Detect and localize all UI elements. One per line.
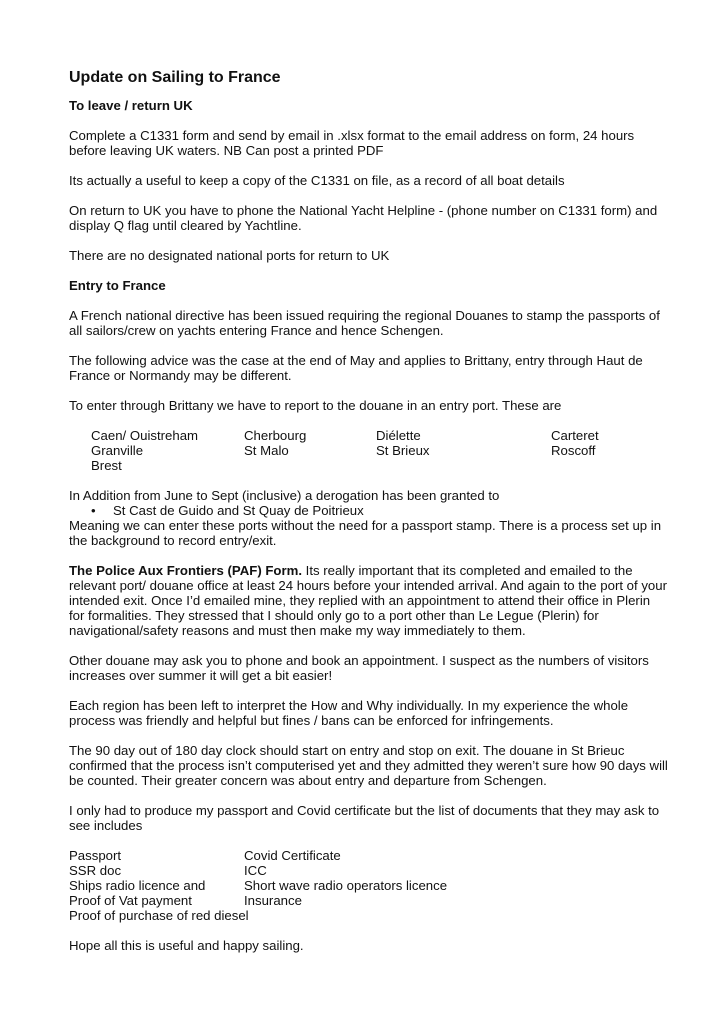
document-title: Update on Sailing to France [69,69,281,86]
uk-heading: To leave / return UK [69,98,193,113]
france-paragraph-advice: The following advice was the case at the end of May and applies to Brittany, entry through Haut de France or Normandy may be different. [69,353,643,383]
paf-paragraph [69,563,669,638]
entry-ports-list [91,428,669,473]
paf-text: Its really important that its completed and emailed to the relevant port/ douane office at least 24 hours before your intended arrival. And again to the port of your intended exit. Once I’d emailed mine, they replied with an appointment to attend their office in Plerin for formalities. They stressed that I should only go to a port other than Le Legue (Plerin) for navigational/safety reasons and must then make my way immediately to them. [69,563,667,638]
port-item: Carteret [551,428,599,443]
france-paragraph-entry: To enter through Brittany we have to report to the douane in an entry port. These are [69,398,562,413]
france-paragraph-directive: A French national directive has been issued requiring the regional Douanes to stamp the passports of all sailors/crew on yachts entering France and hence Schengen. [69,308,660,338]
france-heading: Entry to France [69,278,166,293]
port-item: St Malo [244,443,289,458]
derogation-bullet [91,503,669,518]
france-paragraph-appointment: Other douane may ask you to phone and book an appointment. I suspect as the numbers of visitors increases over summer it will get a bit easier! [69,653,649,683]
document-item: SSR doc [69,863,122,878]
port-item: Caen/ Ouistreham [91,428,199,443]
uk-paragraph-return: On return to UK you have to phone the National Yacht Helpline - (phone number on C1331 form) and display Q flag until cleared by Yachtline. [69,203,658,233]
document-item: ICC [244,863,267,878]
france-paragraph-documents: I only had to produce my passport and Covid certificate but the list of documents that they may ask to see includes [69,803,660,833]
document-item: Ships radio licence and [69,878,206,893]
derogation-ports: St Cast de Guido and St Quay de Poitrieux [113,503,364,518]
derogation-intro: In Addition from June to Sept (inclusive) a derogation has been granted to [69,488,500,503]
france-paragraph-region: Each region has been left to interpret the How and Why individually. In my experience the whole process was friendly and helpful but fines / bans can be enforced for infringements. [69,698,629,728]
port-item: Roscoff [551,443,596,458]
paf-label: The Police Aux Frontiers (PAF) Form. [69,563,303,578]
uk-paragraph-copy: Its actually a useful to keep a copy of the C1331 on file, as a record of all boat details [69,173,565,188]
document-item: Passport [69,848,122,863]
document-item: Proof of purchase of red diesel [69,908,249,923]
document-page [69,68,669,968]
port-item: Brest [91,458,122,473]
port-item: Cherbourg [244,428,307,443]
france-paragraph-90day: The 90 day out of 180 day clock should start on entry and stop on exit. The douane in St Brieuc confirmed that the process isn’t computerised yet and they admitted they weren’t sure how 90 days will be counted. Their greater concern was about entry and departure from Schengen. [69,743,668,788]
closing-line: Hope all this is useful and happy sailing. [69,938,304,953]
uk-paragraph-ports: There are no designated national ports for return to UK [69,248,390,263]
document-item: Short wave radio operators licence [244,878,448,893]
uk-paragraph-c1331: Complete a C1331 form and send by email in .xlsx format to the email address on form, 24 hours before leaving UK waters. NB Can post a printed PDF [69,128,635,158]
document-item: Insurance [244,893,302,908]
documents-list [69,848,669,923]
port-item: Diélette [376,428,421,443]
port-item: Granville [91,443,144,458]
document-item: Covid Certificate [244,848,341,863]
document-item: Proof of Vat payment [69,893,192,908]
bullet-icon: • [91,503,96,518]
derogation-note: Meaning we can enter these ports without the need for a passport stamp. There is a process set up in the background to record entry/exit. [69,518,662,548]
port-item: St Brieux [376,443,430,458]
